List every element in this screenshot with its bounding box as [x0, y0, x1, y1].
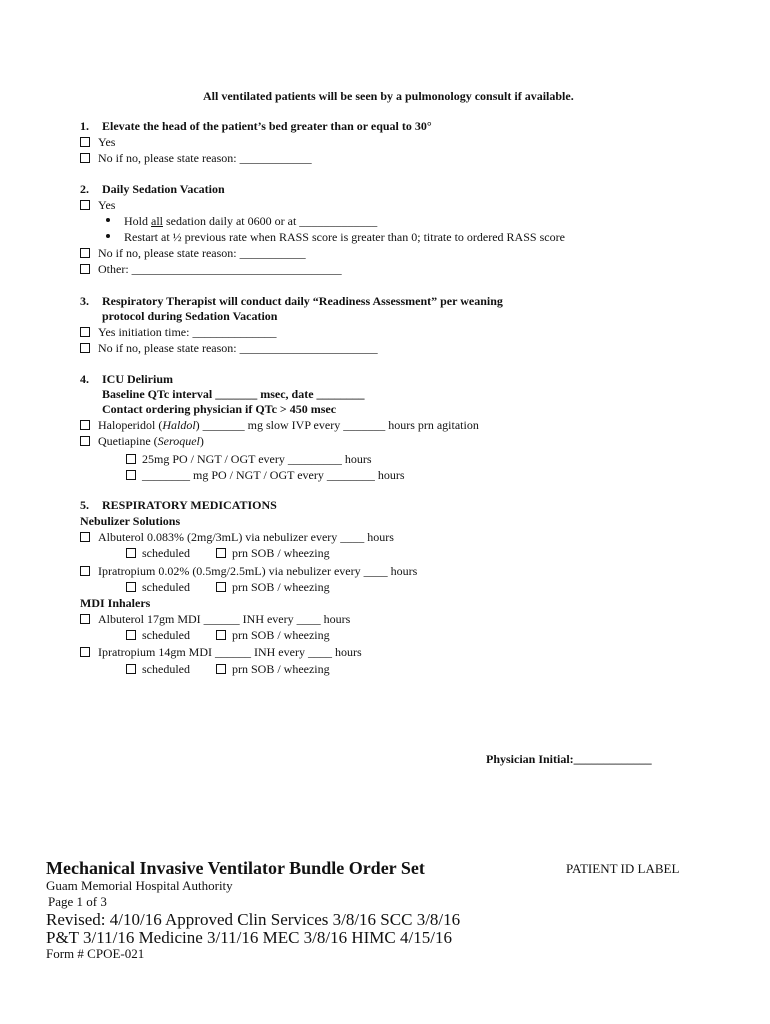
s5-albuterol-neb-scheduled-checkbox[interactable]: [126, 548, 136, 558]
section-5-heading: [80, 498, 277, 513]
s2-hold-bullet: [106, 214, 377, 229]
s5-albuterol-mdi-label: Albuterol 17gm MDI ______ INH every ____ hours: [98, 612, 351, 626]
s2-yes-row: [80, 198, 115, 213]
revised-line: Revised: 4/10/16 Approved Clin Services 3/8/16 SCC 3/8/16: [46, 910, 461, 929]
s5-albuterol-mdi-row: [80, 612, 350, 627]
section-2-title: Daily Sedation Vacation: [102, 182, 225, 196]
s1-yes-row: [80, 135, 115, 150]
s3-yes-checkbox[interactable]: [80, 327, 90, 337]
section-3-heading: [80, 294, 503, 309]
s5-albuterol-mdi-checkbox[interactable]: [80, 614, 90, 624]
s5-ipratropium-mdi-scheduled-checkbox[interactable]: [126, 664, 136, 674]
s2-hold-pre: Hold: [124, 214, 151, 228]
page-number: Page 1 of 3: [48, 894, 107, 909]
s2-hold-all: all: [151, 214, 163, 228]
s5-prn-label: prn SOB / wheezing: [231, 628, 330, 642]
section-1-number: 1.: [80, 119, 89, 133]
form-number: Form # CPOE-021: [46, 946, 145, 961]
section-3-title-line1: Respiratory Therapist will conduct daily “Readiness Assessment” per weaning: [102, 294, 503, 308]
bullet-icon: [106, 234, 110, 238]
s3-yes-label: Yes initiation time: ______________: [98, 325, 277, 339]
s4-q-opt2-label: ________ mg PO / NGT / OGT every ________ hours: [142, 468, 405, 482]
s1-no-checkbox[interactable]: [80, 153, 90, 163]
s1-yes-label: Yes: [98, 135, 116, 149]
organization-name: Guam Memorial Hospital Authority: [46, 878, 233, 893]
section-1-heading: [80, 119, 432, 134]
s2-other-label: Other: ___________________________________: [98, 262, 342, 276]
section-3-number: 3.: [80, 294, 89, 308]
section-4-heading: [80, 372, 173, 387]
s5-ipratropium-neb-label: Ipratropium 0.02% (0.5mg/2.5mL) via nebulizer every ____ hours: [98, 564, 418, 578]
s5-albuterol-neb-prn-checkbox[interactable]: [216, 548, 226, 558]
section-3-title-line2: protocol during Sedation Vacation: [102, 309, 278, 323]
s4-quetiapine-row: [80, 434, 204, 449]
s4-q-opt2-checkbox[interactable]: [126, 470, 136, 480]
section-4-number: 4.: [80, 372, 89, 386]
s4-haloperidol-pre: Haloperidol (: [98, 418, 163, 432]
s2-yes-checkbox[interactable]: [80, 200, 90, 210]
s5-ipratropium-neb-options: [126, 580, 330, 595]
s5-scheduled-label: scheduled: [142, 580, 190, 594]
s3-no-label: No if no, please state reason: _______________________: [98, 341, 378, 355]
s5-albuterol-neb-label: Albuterol 0.083% (2mg/3mL) via nebulizer every ____ hours: [98, 530, 394, 544]
s4-quetiapine-pre: Quetiapine (: [98, 434, 158, 448]
s5-ipratropium-neb-checkbox[interactable]: [80, 566, 90, 576]
s4-q-opt1-label: 25mg PO / NGT / OGT every _________ hours: [142, 452, 372, 466]
s4-q-opt1-checkbox[interactable]: [126, 454, 136, 464]
s4-quetiapine-brand: Seroquel: [157, 434, 200, 448]
s5-scheduled-label: scheduled: [142, 546, 190, 560]
s5-albuterol-mdi-scheduled-checkbox[interactable]: [126, 630, 136, 640]
s2-hold-post: sedation daily at 0600 or at _____________: [163, 214, 378, 228]
section-2-number: 2.: [80, 182, 89, 196]
s2-no-label: No if no, please state reason: ___________: [98, 246, 306, 260]
s5-prn-label: prn SOB / wheezing: [231, 662, 330, 676]
s1-no-label: No if no, please state reason: ____________: [98, 151, 312, 165]
s2-no-row: [80, 246, 306, 261]
s5-prn-label: prn SOB / wheezing: [231, 580, 330, 594]
s5-albuterol-neb-checkbox[interactable]: [80, 532, 90, 542]
s4-haloperidol-post: ) _______ mg slow IVP every _______ hours prn agitation: [195, 418, 479, 432]
s4-contact-physician: Contact ordering physician if QTc > 450 msec: [102, 402, 337, 416]
s5-ipratropium-neb-row: [80, 564, 417, 579]
s4-quetiapine-post: ): [199, 434, 204, 448]
approvals-line: P&T 3/11/16 Medicine 3/11/16 MEC 3/8/16 HIMC 4/15/16: [46, 928, 452, 947]
s2-no-checkbox[interactable]: [80, 248, 90, 258]
s2-restart-bullet: [106, 230, 565, 245]
s5-mdi-heading: MDI Inhalers: [80, 596, 151, 610]
s5-ipratropium-mdi-label: Ipratropium 14gm MDI ______ INH every ____ hours: [98, 645, 362, 659]
s4-haloperidol-row: [80, 418, 479, 433]
s1-yes-checkbox[interactable]: [80, 137, 90, 147]
s4-quetiapine-option-1: [126, 452, 372, 467]
s4-haloperidol-brand: Haldol: [162, 418, 196, 432]
section-4-title: ICU Delirium: [102, 372, 173, 386]
section-1-title: Elevate the head of the patient’s bed greater than or equal to 30°: [102, 119, 432, 133]
s5-albuterol-mdi-prn-checkbox[interactable]: [216, 630, 226, 640]
s4-quetiapine-checkbox[interactable]: [80, 436, 90, 446]
s5-scheduled-label: scheduled: [142, 662, 190, 676]
section-5-title: RESPIRATORY MEDICATIONS: [102, 498, 277, 512]
s3-yes-row: [80, 325, 276, 340]
s2-yes-label: Yes: [98, 198, 116, 212]
pulmonology-notice: All ventilated patients will be seen by a pulmonology consult if available.: [203, 89, 574, 103]
s5-ipratropium-neb-prn-checkbox[interactable]: [216, 582, 226, 592]
order-set-title: Mechanical Invasive Ventilator Bundle Order Set: [46, 858, 425, 878]
physician-initial: Physician Initial:_____________: [486, 752, 652, 766]
s5-ipratropium-mdi-row: [80, 645, 362, 660]
s2-restart-text: Restart at ½ previous rate when RASS score is greater than 0; titrate to ordered RASS score: [124, 230, 565, 244]
s4-haloperidol-checkbox[interactable]: [80, 420, 90, 430]
s5-nebulizer-heading: Nebulizer Solutions: [80, 514, 181, 528]
s5-ipratropium-neb-scheduled-checkbox[interactable]: [126, 582, 136, 592]
s3-no-row: [80, 341, 378, 356]
s5-ipratropium-mdi-options: [126, 662, 330, 677]
s1-no-row: [80, 151, 312, 166]
s5-albuterol-neb-options: [126, 546, 330, 561]
bullet-icon: [106, 218, 110, 222]
s3-no-checkbox[interactable]: [80, 343, 90, 353]
s5-prn-label: prn SOB / wheezing: [231, 546, 330, 560]
s5-albuterol-neb-row: [80, 530, 394, 545]
s5-ipratropium-mdi-checkbox[interactable]: [80, 647, 90, 657]
section-2-heading: [80, 182, 225, 197]
patient-id-label: PATIENT ID LABEL: [566, 861, 680, 876]
s2-other-checkbox[interactable]: [80, 264, 90, 274]
s4-quetiapine-option-2: [126, 468, 405, 483]
s2-other-row: [80, 262, 342, 277]
s4-baseline-qtc: Baseline QTc interval _______ msec, date ________: [102, 387, 365, 401]
section-5-number: 5.: [80, 498, 89, 512]
s5-scheduled-label: scheduled: [142, 628, 190, 642]
s5-albuterol-mdi-options: [126, 628, 330, 643]
s5-ipratropium-mdi-prn-checkbox[interactable]: [216, 664, 226, 674]
